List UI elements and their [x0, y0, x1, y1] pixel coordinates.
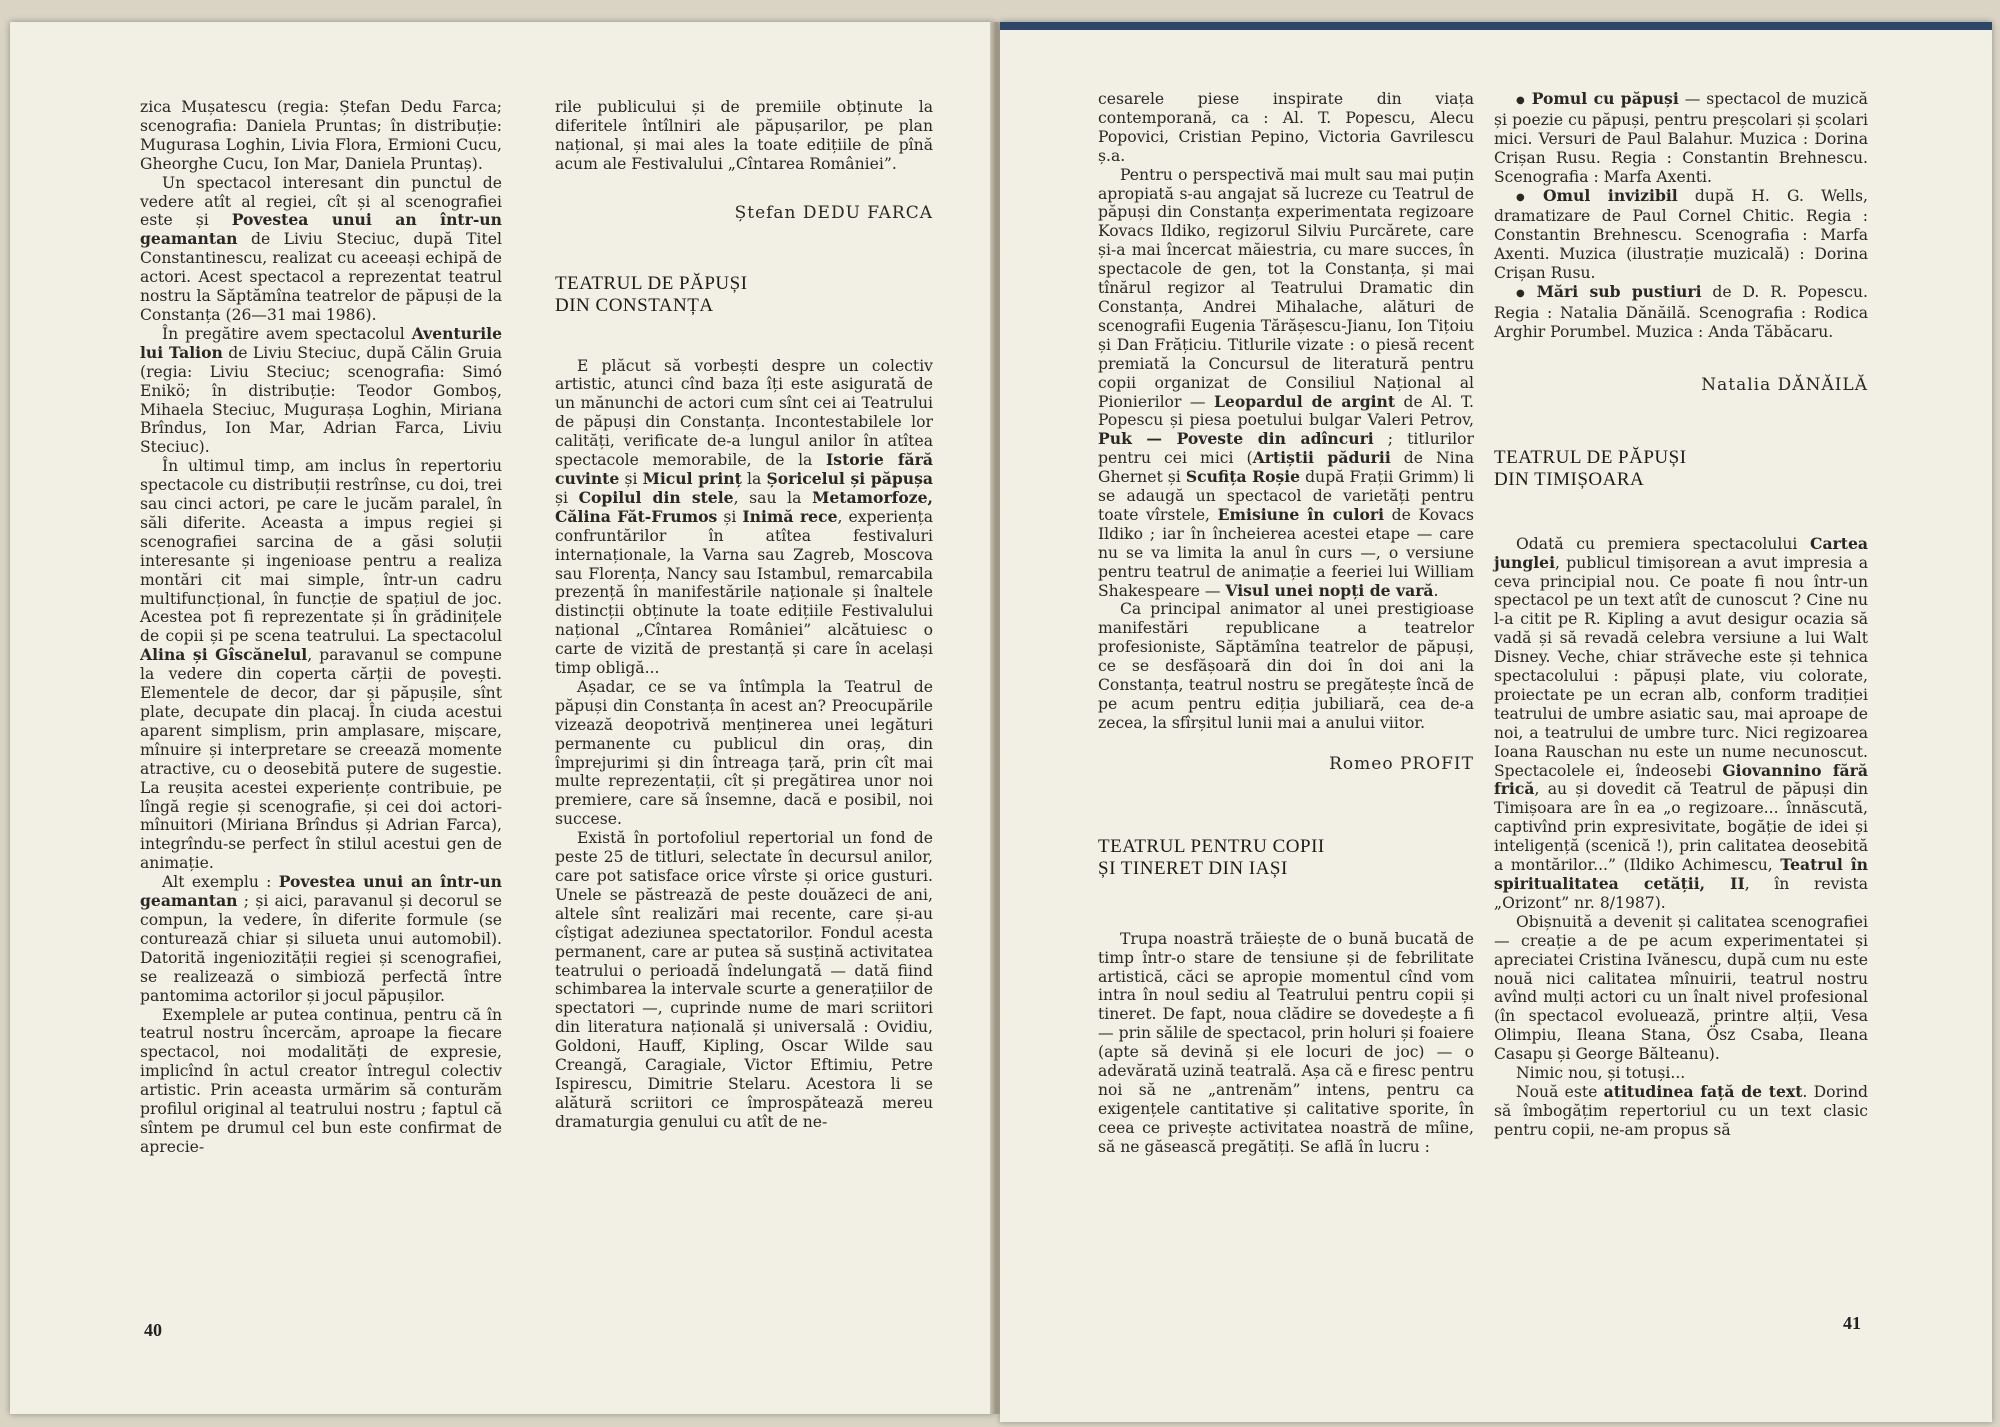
paragraph: Nimic nou, și totuși...	[1516, 1064, 1686, 1083]
title-bold: Povestea unui an într-un geamantan	[140, 872, 502, 911]
author-byline: Romeo PROFIT	[1329, 753, 1474, 774]
title-bold: Alina și Gîscănelul	[140, 645, 308, 665]
section-heading: TEATRUL DE PĂPUȘI DIN TIMIȘOARA	[1494, 446, 1687, 490]
right-page	[1000, 22, 1992, 1422]
paragraph: Pentru o perspectivă mai mult sau mai puțin apropiată s-au angajat să lucreze cu Teatrul de păpuși din Constanța experimentata regizoare Kovacs Ildiko, regizorul Silviu Purcărete, care și-a mai încercat măiestria, cu mare succes, în spectacole de gen, tot la Constanța, și mai tînărul regizor al Teatrului Dramatic din Constanța, Andrei Mihalache, alături de scenografii Eugenia Tărășescu-Jianu, Ion Tițoiu și Dan Frățiciu. Titlurile vizate : o piesă recent premiată la Concursul de literatură pentru copii organizat de Consiliul Național al Pionierilor — Leopardul de argint de Al. T. Popescu și piesa poetului bulgar Valeri Petrov, Puk — Poveste din adîncuri ; titlurilor pentru cei mici (Artiștii pădurii de Nina Ghernet și Scufița Roșie după Frații Grimm) li se adaugă un spectacol de varietăți pentru toate vîrstele, Emisiune în culori de Kovacs Ildiko ; iar în încheierea acestei etape — care nu se va limita la anul în curs —, o versiune pentru teatrul de animație a feeriei lui William Shakespeare — Visul unei nopți de vară.	[1098, 165, 1475, 600]
section-heading: TEATRUL DE PĂPUȘI DIN CONSTANȚA	[555, 272, 748, 316]
paragraph: În pregătire avem spectacolul Aventurile lui Talion de Liviu Steciuc, după Călin Gruia (regia: Liviu Steciuc; scenografia: Simó Enikö; în distribuție: Teodor Gomboș, Mihaela Steciuc, Mugurașa Loghin, Miriana Brîndus, Ion Mar, Adrian Farca, Liviu Steciuc).	[140, 323, 502, 457]
paragraph: Nouă este atitudinea față de text. Dorind să îmbogățim repertoriul cu un text clasic pentru copii, ne-am propus să	[1494, 1081, 1868, 1139]
paragraph: Odată cu premiera spectacolului Cartea junglei, publicul timișorean a avut impresia a ceva principial nou. Ce poate fi nou într-un spectacol pe un text atît de cunoscut ? Cine nu l-a citit pe R. Kipling a avut desigur ocazia să vadă și să revadă celebra versiune a lui Walt Disney. Veche, chiar străveche este și tehnica spectacolului : păpuși plate, viu colorate, proiectate pe un ecran alb, conform tradiției teatrului de umbre asiatic sau, mai aproape de noi, a teatrului de umbre turc. Nici regizoarea Ioana Rauschan nu este un nume necunoscut. Spectacolele ei, îndeosebi Giovannino fără frică, au și dovedit că Teatrul de păpuși din Timișoara are în ea „o regizoare... înnăscută, captivînd prin expresivitate, bogăție de idei și inteligență (scenică !), prin calitatea deosebită a montărilor...” (Ildiko Achimescu, Teatrul în spiritualitatea cetății, II, în revista „Orizont” nr. 8/1987).	[1494, 533, 1868, 912]
list-item: ● Mări sub pustiuri de D. R. Popescu. Regia : Natalia Dănăilă. Scenografia : Rodica Arghir Porumbel. Muzica : Anda Tăbăcaru.	[1494, 283, 1868, 342]
page-number: 41	[1843, 1313, 1861, 1333]
paragraph: Alt exemplu : Povestea unui an într-un geamantan ; și aici, paravanul și decorul se compun, la vedere, în diferite formule (se conturează chiar și silueta unui automobil). Datorită ingeniozității regiei și scenografiei, se realizează o simbioză perfectă între pantomima actorilor și jocul păpușilor.	[140, 872, 502, 1005]
paragraph: zica Mușatescu (regia: Ștefan Dedu Farca; scenografia: Daniela Pruntas; în distribuție: Mugurasa Loghin, Livia Flora, Ermioni Cucu, Gheorghe Cucu, Ion Mar, Daniela Pruntaș).	[140, 98, 502, 173]
paragraph: Un spectacol interesant din punctul de vedere atît al regiei, cît și al scenografiei este și Povestea unui an într-un geamantan de Liviu Steciuc, după Titel Constantinescu, realizat cu aceeași echipă de actori. Acest spectacol a reprezentat teatrul nostru la Săptămîna teatrelor de păpuși de la Constanța (26—31 mai 1986).	[140, 173, 502, 324]
paragraph: Obișnuită a devenit și calitatea scenografiei — creație a de pe acum experimentatei și apreciatei Cristina Ivănescu, după cum nu este nouă nici calitatea mînuirii, teatrul nostru avînd mulți actori cu un înalt nivel profesional (în spectacol evoluează, printre alții, Vesa Olimpiu, Ileana Stana, Ösz Csaba, Ileana Casapu și George Bălteanu).	[1494, 912, 1868, 1064]
paragraph: rile publicului și de premiile obținute la diferitele întîlniri ale păpușarilor, pe plan național, și mai ales la toate edițiile de pînă acum ale Festivalului „Cîntarea României”.	[555, 98, 933, 173]
section-heading: TEATRUL PENTRU COPII ȘI TINERET DIN IAȘI	[1098, 835, 1325, 879]
left-page	[10, 22, 995, 1414]
right-page-column-1	[1098, 90, 1474, 1157]
paragraph: Ca principal animator al unei prestigioase manifestări republicane a teatrelor profesioniste, Săptămîna teatrelor de păpuși, ce se desfășoară din doi în doi ani la Constanța, teatrul nostru se pregătește încă de pe acum pentru ediția jubiliară, cea de-a zecea, la sfîrșitul lunii mai a anului viitor.	[1098, 600, 1474, 732]
page-number: 40	[144, 1320, 162, 1340]
paragraph: cesarele piese inspirate din viața contemporană, ca : Al. T. Popescu, Alecu Popovici, Cristian Pepino, Victoria Gavrilescu ș.a.	[1098, 90, 1474, 165]
paragraph: Există în portofoliul repertorial un fond de peste 25 de titluri, selectate în decursul anilor, care pot satisface orice vîrste și orice gusturi. Unele se păstrează de peste douăzeci de ani, altele sînt realizări mai recente, care și-au cîștigat adeziunea spectatorilor. Fondul acesta permanent, care ar putea să susțină activitatea teatrului o perioadă îndelungată — dată fiind schimbarea la intervale scurte a generațiilor de spectatori —, cuprinde nume de mari scriitori din literatura națională și universală : Ovidiu, Goldoni, Hauff, Kipling, Oscar Wilde sau Creangă, Caragiale, Victor Eftimiu, Petre Ispirescu, Dimitrie Stelaru. Acestora li se alătură scriitori ce împrospătează mereu dramaturgia genului cu atît de ne-	[555, 829, 933, 1131]
author-byline: Ștefan DEDU FARCA	[734, 202, 933, 223]
title-bold: Aventurile lui Talion	[140, 323, 502, 362]
paragraph: Exemplele ar putea continua, pentru că în teatrul nostru încercăm, aproape la fiecare spectacol, noi modalități de expresie, implicînd în actul creator întregul colectiv artistic. Prin aceasta urmărim să conturăm profilul original al teatrului nostru ; faptul că sîntem pe drumul cel bun este confirmat de aprecie-	[140, 1005, 502, 1156]
list-item: ● Pomul cu păpuși — spectacol de muzică și poezie cu păpuși, pentru preșcolari și școlari mici. Versuri de Paul Balahur. Muzica : Dorina Crișan Rusu. Regia : Constantin Brehnescu. Scenografia : Marfa Axenti.	[1494, 90, 1868, 187]
left-page-column-2	[555, 98, 933, 1132]
paragraph: Așadar, ce se va întîmpla la Teatrul de păpuși din Constanța în acest an? Preocupările vizează deopotrivă menținerea unei legături permanente cu publicul din oraș, din împrejurimi și din întreaga țară, prin cît mai multe reprezentații, cît și pregătirea unor noi premiere, care să însemne, dacă e posibil, noi succese.	[555, 677, 933, 829]
author-byline: Natalia DĂNĂILĂ	[1701, 374, 1868, 395]
left-page-column-1	[140, 98, 502, 1157]
paragraph: În ultimul timp, am inclus în repertoriu spectacole cu distribuții restrînse, cu doi, trei sau cinci actori, pe care le jucăm paralel, în săli diferite. Aceasta a impus regiei și scenografiei sarcina de a găsi soluții interesante și ingenioase pentru a realiza montări cit mai simple, într-un cadru multifuncțional, în funcție de spațiul de joc. Acestea pot fi reprezentate și în grădinițele de copii și pe scena teatrului. La spectacolul Alina și Gîscănelul, paravanul se compune la vedere din coperta cărții de povești. Elementele de decor, dar și păpușile, sînt plate, decupate din placaj. În ciuda acestui aparent simplism, prin amplasare, mișcare, mînuire și interpretare se creează momente atractive, cu o deosebită putere de sugestie. La reușita acestei experiențe contribuie, pe lîngă regie și scenografie, și cei doi actori-mînuitori (Miriana Brîndus și Adrian Farca), integrîndu-se perfect în stilul acestui gen de animație.	[140, 457, 502, 873]
paragraph: Trupa noastră trăiește de o bună bucată de timp într-o stare de tensiune și de febrilitate artistică, căci se apropie momentul cînd vom intra în noul sediu al Teatrului pentru copii și tineret. De fapt, noua clădire se dovedește a fi — prin sălile de spectacol, prin holuri și foaiere (apte să devină și ele locuri de joc) — o adevărată uzină teatrală. Așa că e firesc pentru noi să ne „antrenăm” intens, pentru ca exigențele cantitative și calitative sporite, în ceea ce privește activitatea noastră de mîine, să ne găsească pregătiți. Se află în lucru :	[1098, 929, 1474, 1156]
title-bold: Povestea unui an într-un geamantan	[140, 210, 502, 249]
list-item: ● Omul invizibil după H. G. Wells, dramatizare de Paul Cornel Chitic. Regia : Constantin Brehnescu. Scenografia : Marfa Axenti. Muzica (ilustrație muzicală) : Dorina Crișan Rusu.	[1494, 187, 1868, 284]
paragraph: E plăcut să vorbești despre un colectiv artistic, atunci cînd baza îți este asigurată de un mănunchi de actori cum sînt cei ai Teatrului de păpuși din Constanța. Incontestabilele lor calități, verificate de-a lungul anilor în atîtea spectacole memorabile, de la Istorie fără cuvinte și Micul prinț la Șoricelul și păpușa și Copilul din stele, sau la Metamorfoze, Călina Făt-Frumos și Inimă rece, experiența confruntărilor în atîtea festivaluri internaționale, la Varna sau Zagreb, Moscova sau Florența, Nancy sau Istambul, remarcabila prezență în manifestările naționale și înaltele distincții obținute la toate edițiile Festivalului național „Cîntarea României” alcătuiesc o carte de vizită de prestanță și care în același timp obligă...	[555, 356, 933, 678]
right-page-column-2	[1494, 90, 1868, 1140]
